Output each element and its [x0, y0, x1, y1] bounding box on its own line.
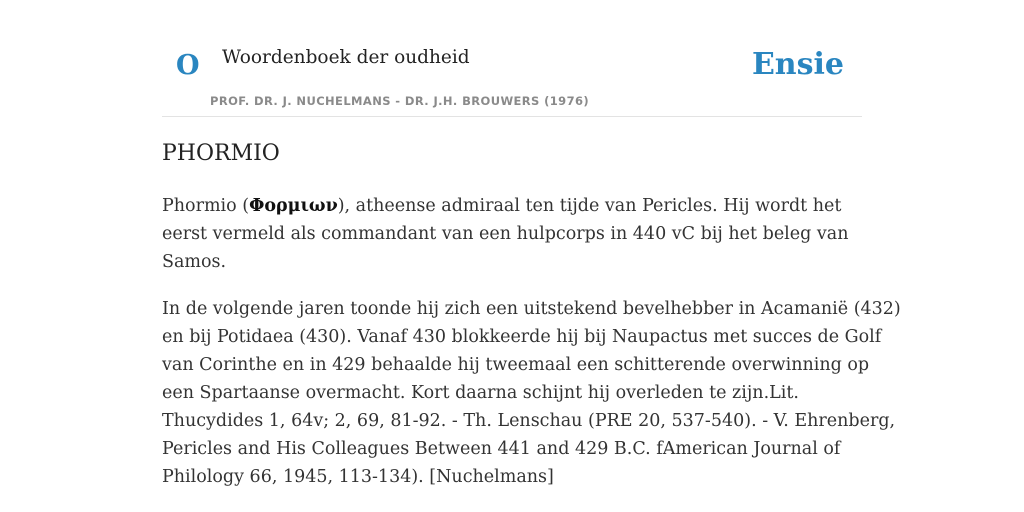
greek-name: Φορμιων	[249, 196, 338, 216]
entry-paragraph-2	[162, 295, 901, 491]
text-segment: Phormio (	[162, 196, 250, 216]
entry-paragraph-1	[162, 192, 866, 276]
paragraph-line: eerst vermeld als commandant van een hulpcorps in 440 vC bij het beleg van	[162, 224, 849, 244]
brand-logo[interactable]: Ensie	[751, 47, 844, 82]
header	[162, 0, 862, 117]
paragraph-line: Philology 66, 1945, 113-134). [Nuchelmans]	[162, 467, 554, 487]
paragraph-line: van Corinthe en in 429 behaalde hij tweemaal een schitterende overwinning op	[162, 355, 870, 375]
letter-index[interactable]: O	[176, 50, 200, 81]
text-segment: ), atheense admiraal ten tijde van Pericles. Hij wordt het	[337, 196, 842, 216]
book-authors: PROF. DR. J. NUCHELMANS - DR. J.H. BROUWERS (1976)	[210, 94, 590, 108]
paragraph-line: Samos.	[162, 252, 227, 272]
entry-title: PHORMIO	[162, 141, 280, 166]
paragraph-line: en bij Potidaea (430). Vanaf 430 blokkeerde hij bij Naupactus met succes de Golf	[162, 327, 882, 347]
paragraph-line: Thucydides 1, 64v; 2, 69, 81-92. - Th. Lenschau (PRE 20, 537-540). - V. Ehrenberg,	[162, 411, 896, 431]
paragraph-line: In de volgende jaren toonde hij zich een uitstekend bevelhebber in Acamanië (432)	[162, 299, 901, 319]
paragraph-line	[162, 192, 866, 220]
paragraph-line: Pericles and His Colleagues Between 441 and 429 B.C. fAmerican Journal of	[162, 439, 841, 459]
paragraph-line: een Spartaanse overmacht. Kort daarna schijnt hij overleden te zijn.Lit.	[162, 383, 799, 403]
book-title[interactable]: Woordenboek der oudheid	[222, 47, 470, 68]
